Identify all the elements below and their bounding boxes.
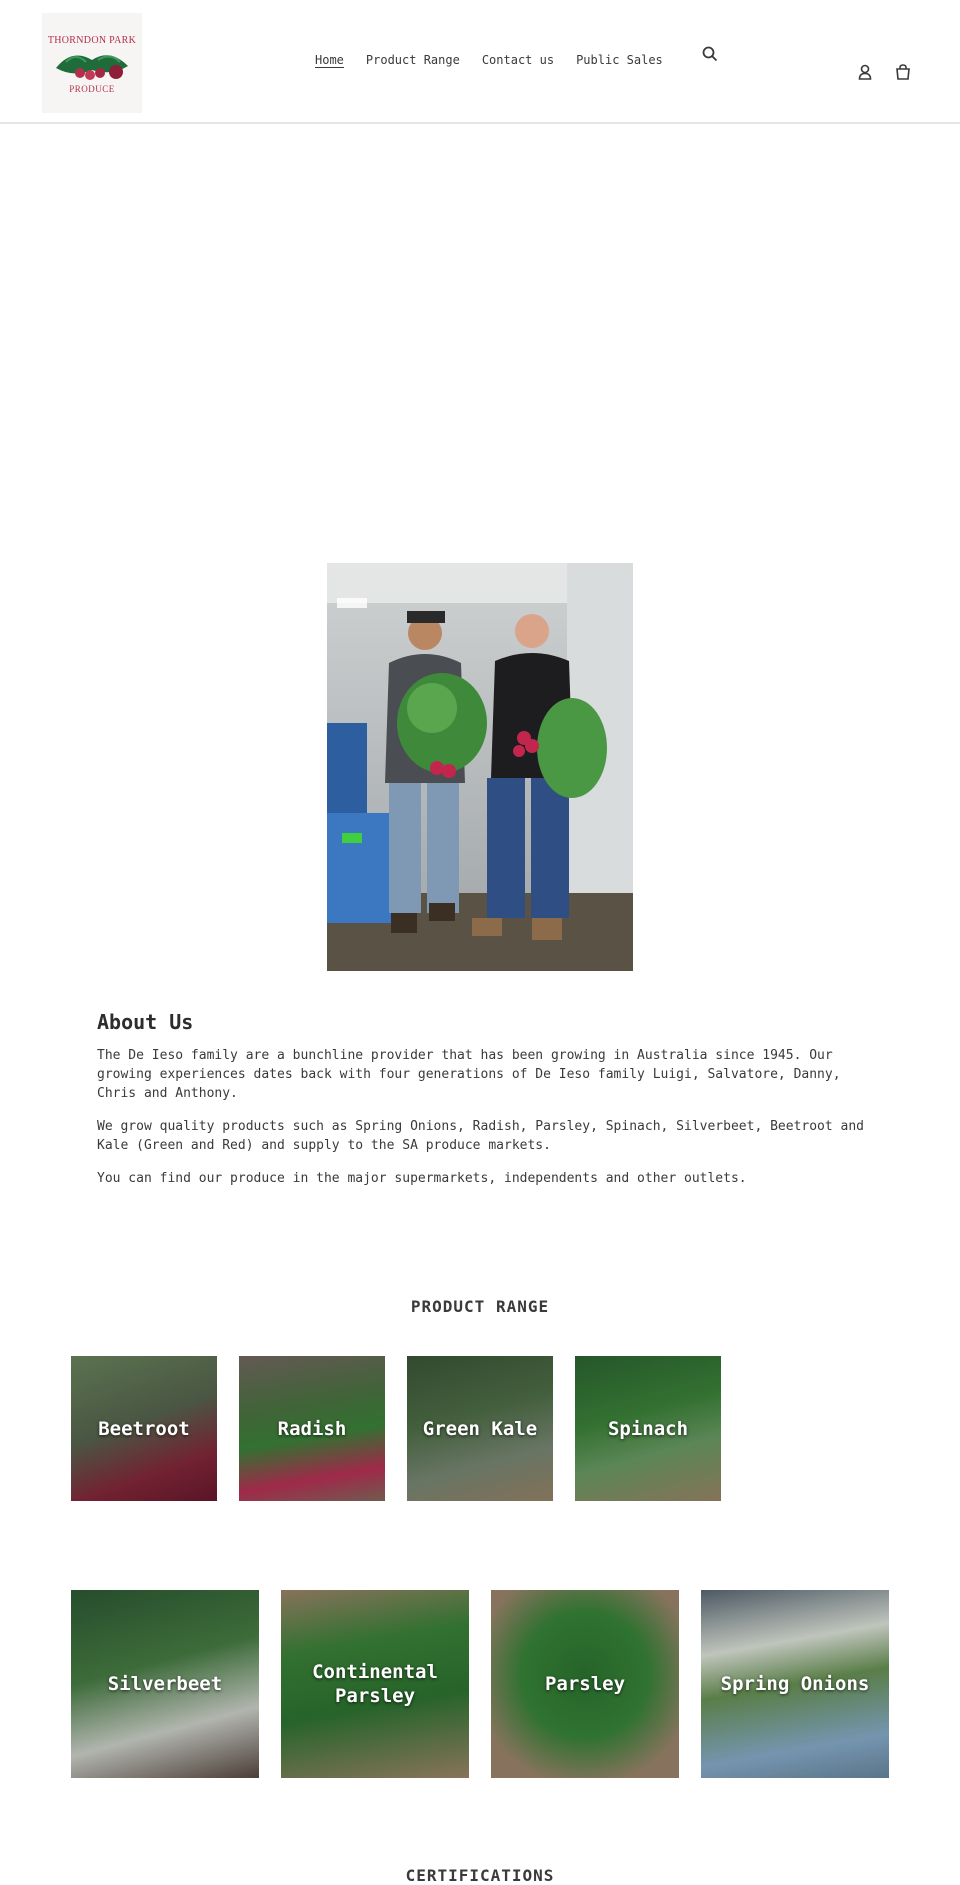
product-label: Spring Onions (720, 1673, 870, 1695)
family-farmers-photo (327, 563, 633, 971)
product-label: Spinach (607, 1417, 689, 1440)
site-logo[interactable] (42, 13, 142, 113)
nav-contact-link[interactable]: Contact us (481, 53, 555, 67)
site-header (0, 0, 960, 124)
nav-public-sales-link[interactable]: Public Sales (576, 53, 663, 67)
product-tile-spring-onions[interactable] (701, 1590, 889, 1778)
product-range-title: PRODUCT RANGE (410, 1297, 550, 1316)
search-icon[interactable] (700, 44, 720, 64)
logo-vegetable-icon (52, 46, 132, 82)
about-paragraph-3: You can find our produce in the major supermarkets, independents and other outlets. (97, 1171, 747, 1186)
about-section (97, 1010, 877, 1202)
logo-text-top: THORNDON PARK (47, 35, 137, 46)
product-tile-green-kale[interactable] (407, 1356, 553, 1501)
cart-icon[interactable] (893, 62, 913, 82)
certifications-title: CERTIFICATIONS (405, 1866, 555, 1885)
product-tile-continental-parsley[interactable] (281, 1590, 469, 1778)
product-label: Parsley (544, 1673, 626, 1695)
product-tile-spinach[interactable] (575, 1356, 721, 1501)
about-paragraph-1: The De Ieso family are a bunchline provider that has been growing in Australia since 1945. Our growing experiences dates back with four generations of De Ieso family Luigi, Salvatore, Danny, Chris and Anthony. (97, 1048, 841, 1101)
account-icon[interactable] (855, 62, 875, 82)
product-label: Beetroot (98, 1417, 190, 1440)
product-label: Green Kale (422, 1417, 538, 1440)
main-nav (315, 53, 663, 68)
product-tile-silverbeet[interactable] (71, 1590, 259, 1778)
product-tile-beetroot[interactable] (71, 1356, 217, 1501)
logo-text-bottom: PRODUCE (69, 84, 115, 94)
product-tile-radish[interactable] (239, 1356, 385, 1501)
product-label: Radish (277, 1417, 347, 1440)
about-heading: About Us (97, 1010, 194, 1034)
nav-home-link[interactable]: Home (315, 53, 344, 67)
product-tile-parsley[interactable] (491, 1590, 679, 1778)
nav-product-range-link[interactable]: Product Range (365, 53, 460, 67)
about-paragraph-2: We grow quality products such as Spring Onions, Radish, Parsley, Spinach, Silverbeet, Beetroot and Kale (Green and Red) and supply to the SA produce markets. (97, 1119, 865, 1153)
product-label: Continental Parsley (312, 1661, 438, 1707)
product-label: Silverbeet (107, 1673, 223, 1695)
